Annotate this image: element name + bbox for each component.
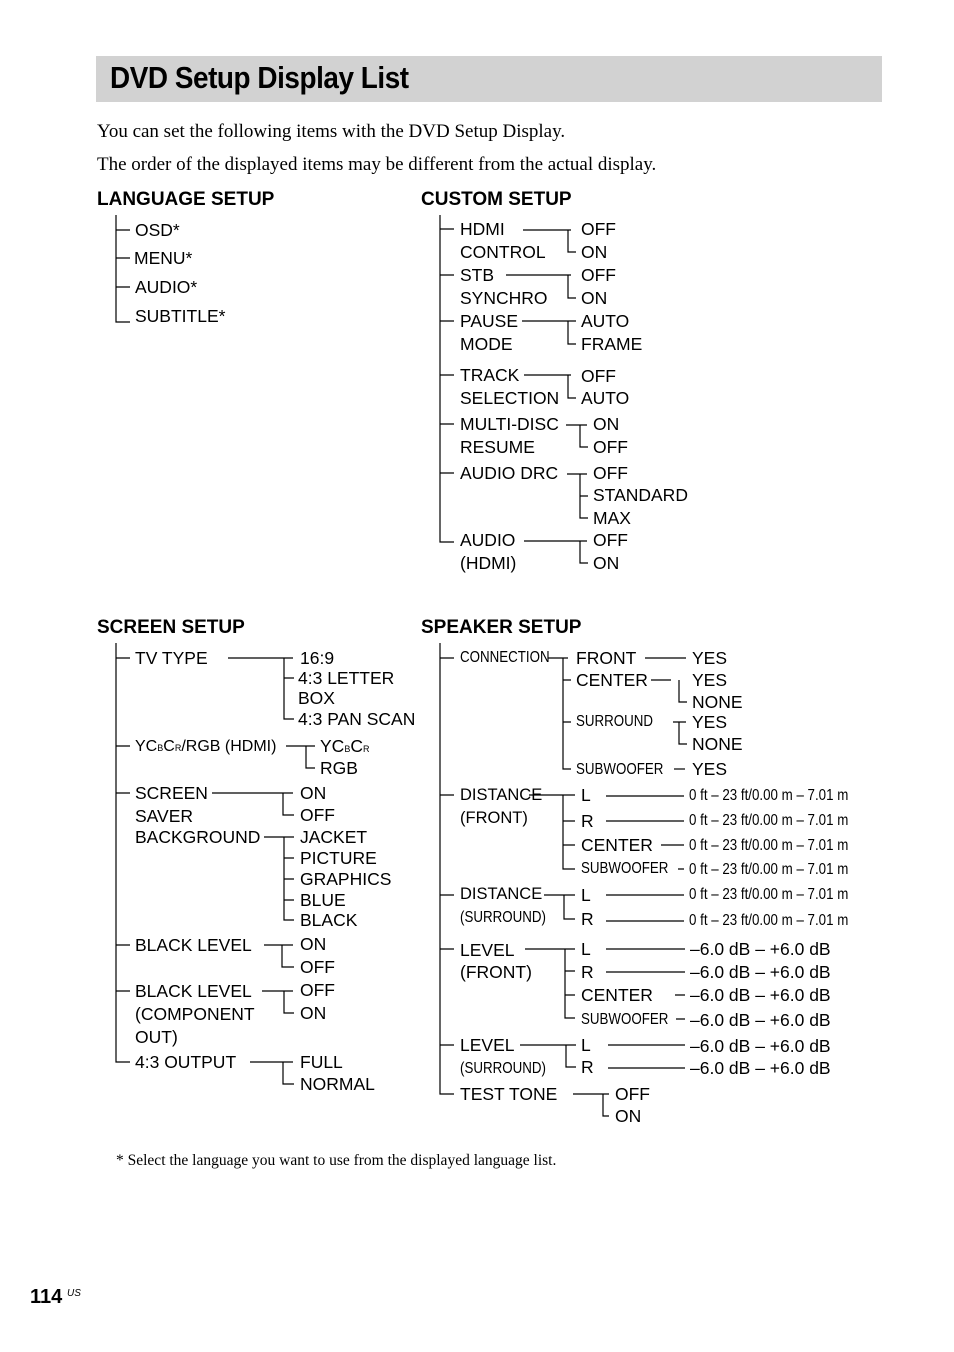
speaker-distance-surround-line2: (SURROUND) — [460, 909, 546, 926]
option-multi-disc-resume-off: OFF — [593, 437, 628, 457]
intro-line-2: The order of the displayed items may be different from the actual display. — [97, 154, 657, 175]
speaker-connection-surround: SURROUND — [576, 713, 654, 730]
level-front-center: CENTER — [581, 985, 653, 1005]
speaker-level-surround-line2: (SURROUND) — [460, 1060, 546, 1077]
language-item-osd: OSD* — [135, 220, 180, 240]
distance-front-subwoofer: SUBWOOFER — [581, 860, 669, 877]
custom-stb-synchro-line1: STB — [460, 265, 495, 285]
screen-black-level-component-line2: (COMPONENT — [135, 1004, 255, 1024]
speaker-connection-subwoofer: SUBWOOFER — [576, 761, 664, 778]
custom-audio-hdmi-line2: (HDMI) — [460, 553, 517, 573]
option-black-level-off: OFF — [300, 957, 335, 977]
distance-front-r-range: 0 ft – 23 ft/0.00 m – 7.01 m — [689, 812, 849, 829]
distance-surround-r-range: 0 ft – 23 ft/0.00 m – 7.01 m — [689, 912, 849, 929]
custom-track-selection-line2: SELECTION — [460, 388, 560, 408]
option-center-none: NONE — [692, 692, 743, 712]
distance-front-l-range: 0 ft – 23 ft/0.00 m – 7.01 m — [689, 787, 849, 804]
option-pause-mode-frame: FRAME — [581, 334, 643, 354]
option-tv-type-letterbox-line1: 4:3 LETTER — [298, 668, 395, 688]
distance-front-subwoofer-range: 0 ft – 23 ft/0.00 m – 7.01 m — [689, 861, 849, 878]
footnote: * Select the language you want to use from the displayed language list. — [116, 1152, 557, 1169]
option-audio-drc-standard: STANDARD — [593, 485, 688, 505]
distance-front-l: L — [581, 785, 591, 805]
option-black-level-component-off: OFF — [300, 980, 335, 1000]
custom-multi-disc-resume-line2: RESUME — [460, 437, 535, 457]
screen-ycbcr-rgb: YCBCR/RGB (HDMI) — [135, 738, 277, 755]
custom-track-selection-line1: TRACK — [460, 365, 520, 385]
screen-43-output: 4:3 OUTPUT — [135, 1052, 237, 1072]
option-screen-saver-on: ON — [300, 783, 327, 803]
language-item-subtitle: SUBTITLE* — [135, 306, 226, 326]
screen-black-level-component-line1: BLACK LEVEL — [135, 981, 252, 1001]
option-black-level-on: ON — [300, 934, 327, 954]
distance-front-center-range: 0 ft – 23 ft/0.00 m – 7.01 m — [689, 837, 849, 854]
option-audio-hdmi-on: ON — [593, 553, 620, 573]
option-test-tone-off: OFF — [615, 1084, 650, 1104]
speaker-setup-heading: SPEAKER SETUP — [421, 617, 582, 638]
speaker-distance-front-line1: DISTANCE — [460, 786, 543, 804]
custom-multi-disc-resume-line1: MULTI-DISC — [460, 414, 559, 434]
option-screen-saver-off: OFF — [300, 805, 335, 825]
option-background-graphics: GRAPHICS — [300, 869, 392, 889]
option-43-output-full: FULL — [300, 1052, 343, 1072]
distance-surround-l-range: 0 ft – 23 ft/0.00 m – 7.01 m — [689, 886, 849, 903]
speaker-connection: CONNECTION — [460, 649, 550, 666]
custom-setup-heading: CUSTOM SETUP — [421, 189, 572, 210]
speaker-connection-center: CENTER — [576, 670, 648, 690]
level-front-l-range: –6.0 dB – +6.0 dB — [690, 939, 831, 959]
screen-saver-line2: SAVER — [135, 806, 194, 826]
option-pause-mode-auto: AUTO — [581, 311, 630, 331]
level-front-l: L — [581, 939, 591, 959]
page-title: DVD Setup Display List — [110, 60, 409, 95]
option-surround-yes: YES — [692, 712, 728, 732]
option-audio-hdmi-off: OFF — [593, 530, 628, 550]
option-rgb: RGB — [320, 758, 358, 778]
option-background-jacket: JACKET — [300, 827, 368, 847]
option-hdmi-control-off: OFF — [581, 219, 616, 239]
speaker-connection-front: FRONT — [576, 648, 637, 668]
language-item-audio: AUDIO* — [135, 277, 198, 297]
level-front-subwoofer: SUBWOOFER — [581, 1011, 669, 1028]
screen-saver-line1: SCREEN — [135, 783, 208, 803]
screen-setup-heading: SCREEN SETUP — [97, 617, 245, 638]
option-tv-type-letterbox-line2: BOX — [298, 688, 335, 708]
custom-hdmi-control-line2: CONTROL — [460, 242, 546, 262]
option-surround-none: NONE — [692, 734, 743, 754]
option-center-yes: YES — [692, 670, 728, 690]
option-audio-drc-off: OFF — [593, 463, 628, 483]
level-surround-r-range: –6.0 dB – +6.0 dB — [690, 1058, 831, 1078]
custom-pause-mode-line1: PAUSE — [460, 311, 519, 331]
speaker-level-front-line1: LEVEL — [460, 940, 515, 960]
speaker-test-tone: TEST TONE — [460, 1084, 558, 1104]
level-surround-l: L — [581, 1035, 591, 1055]
option-front-yes: YES — [692, 648, 728, 668]
option-audio-drc-max: MAX — [593, 508, 631, 528]
screen-black-level-component-line3: OUT) — [135, 1027, 178, 1047]
option-ycbcr: YCBCR — [320, 736, 370, 756]
option-background-blue: BLUE — [300, 890, 346, 910]
speaker-distance-surround-line1: DISTANCE — [460, 885, 543, 903]
screen-background: BACKGROUND — [135, 827, 261, 847]
option-track-selection-auto: AUTO — [581, 388, 630, 408]
level-front-subwoofer-range: –6.0 dB – +6.0 dB — [690, 1010, 831, 1030]
option-multi-disc-resume-on: ON — [593, 414, 620, 434]
intro-line-1: You can set the following items with the DVD Setup Display. — [97, 121, 566, 142]
custom-pause-mode-line2: MODE — [460, 334, 513, 354]
level-surround-r: R — [581, 1057, 594, 1077]
option-tv-type-169: 16:9 — [300, 648, 335, 668]
level-surround-l-range: –6.0 dB – +6.0 dB — [690, 1036, 831, 1056]
language-setup-heading: LANGUAGE SETUP — [97, 189, 275, 210]
page-number: 114 — [30, 1286, 63, 1308]
option-test-tone-on: ON — [615, 1106, 642, 1126]
custom-stb-synchro-line2: SYNCHRO — [460, 288, 548, 308]
custom-audio-drc: AUDIO DRC — [460, 463, 559, 483]
level-front-r: R — [581, 962, 594, 982]
custom-audio-hdmi-line1: AUDIO — [460, 530, 516, 550]
distance-surround-r: R — [581, 909, 594, 929]
speaker-level-front-line2: (FRONT) — [460, 962, 532, 982]
option-background-picture: PICTURE — [300, 848, 377, 868]
option-tv-type-pan-scan: 4:3 PAN SCAN — [298, 709, 416, 729]
page-region-suffix: US — [67, 1288, 81, 1299]
distance-front-r: R — [581, 811, 594, 831]
level-front-r-range: –6.0 dB – +6.0 dB — [690, 962, 831, 982]
option-black-level-component-on: ON — [300, 1003, 327, 1023]
option-background-black: BLACK — [300, 910, 358, 930]
option-subwoofer-yes: YES — [692, 759, 728, 779]
language-item-menu: MENU* — [134, 248, 193, 268]
speaker-level-surround-line1: LEVEL — [460, 1035, 515, 1055]
option-track-selection-off: OFF — [581, 366, 616, 386]
speaker-distance-front-line2: (FRONT) — [460, 809, 528, 827]
option-hdmi-control-on: ON — [581, 242, 608, 262]
distance-surround-l: L — [581, 885, 591, 905]
option-43-output-normal: NORMAL — [300, 1074, 375, 1094]
option-stb-synchro-off: OFF — [581, 265, 616, 285]
screen-tv-type: TV TYPE — [135, 648, 208, 668]
screen-black-level: BLACK LEVEL — [135, 935, 252, 955]
level-front-center-range: –6.0 dB – +6.0 dB — [690, 985, 831, 1005]
option-stb-synchro-on: ON — [581, 288, 608, 308]
custom-hdmi-control-line1: HDMI — [460, 219, 505, 239]
distance-front-center: CENTER — [581, 835, 653, 855]
